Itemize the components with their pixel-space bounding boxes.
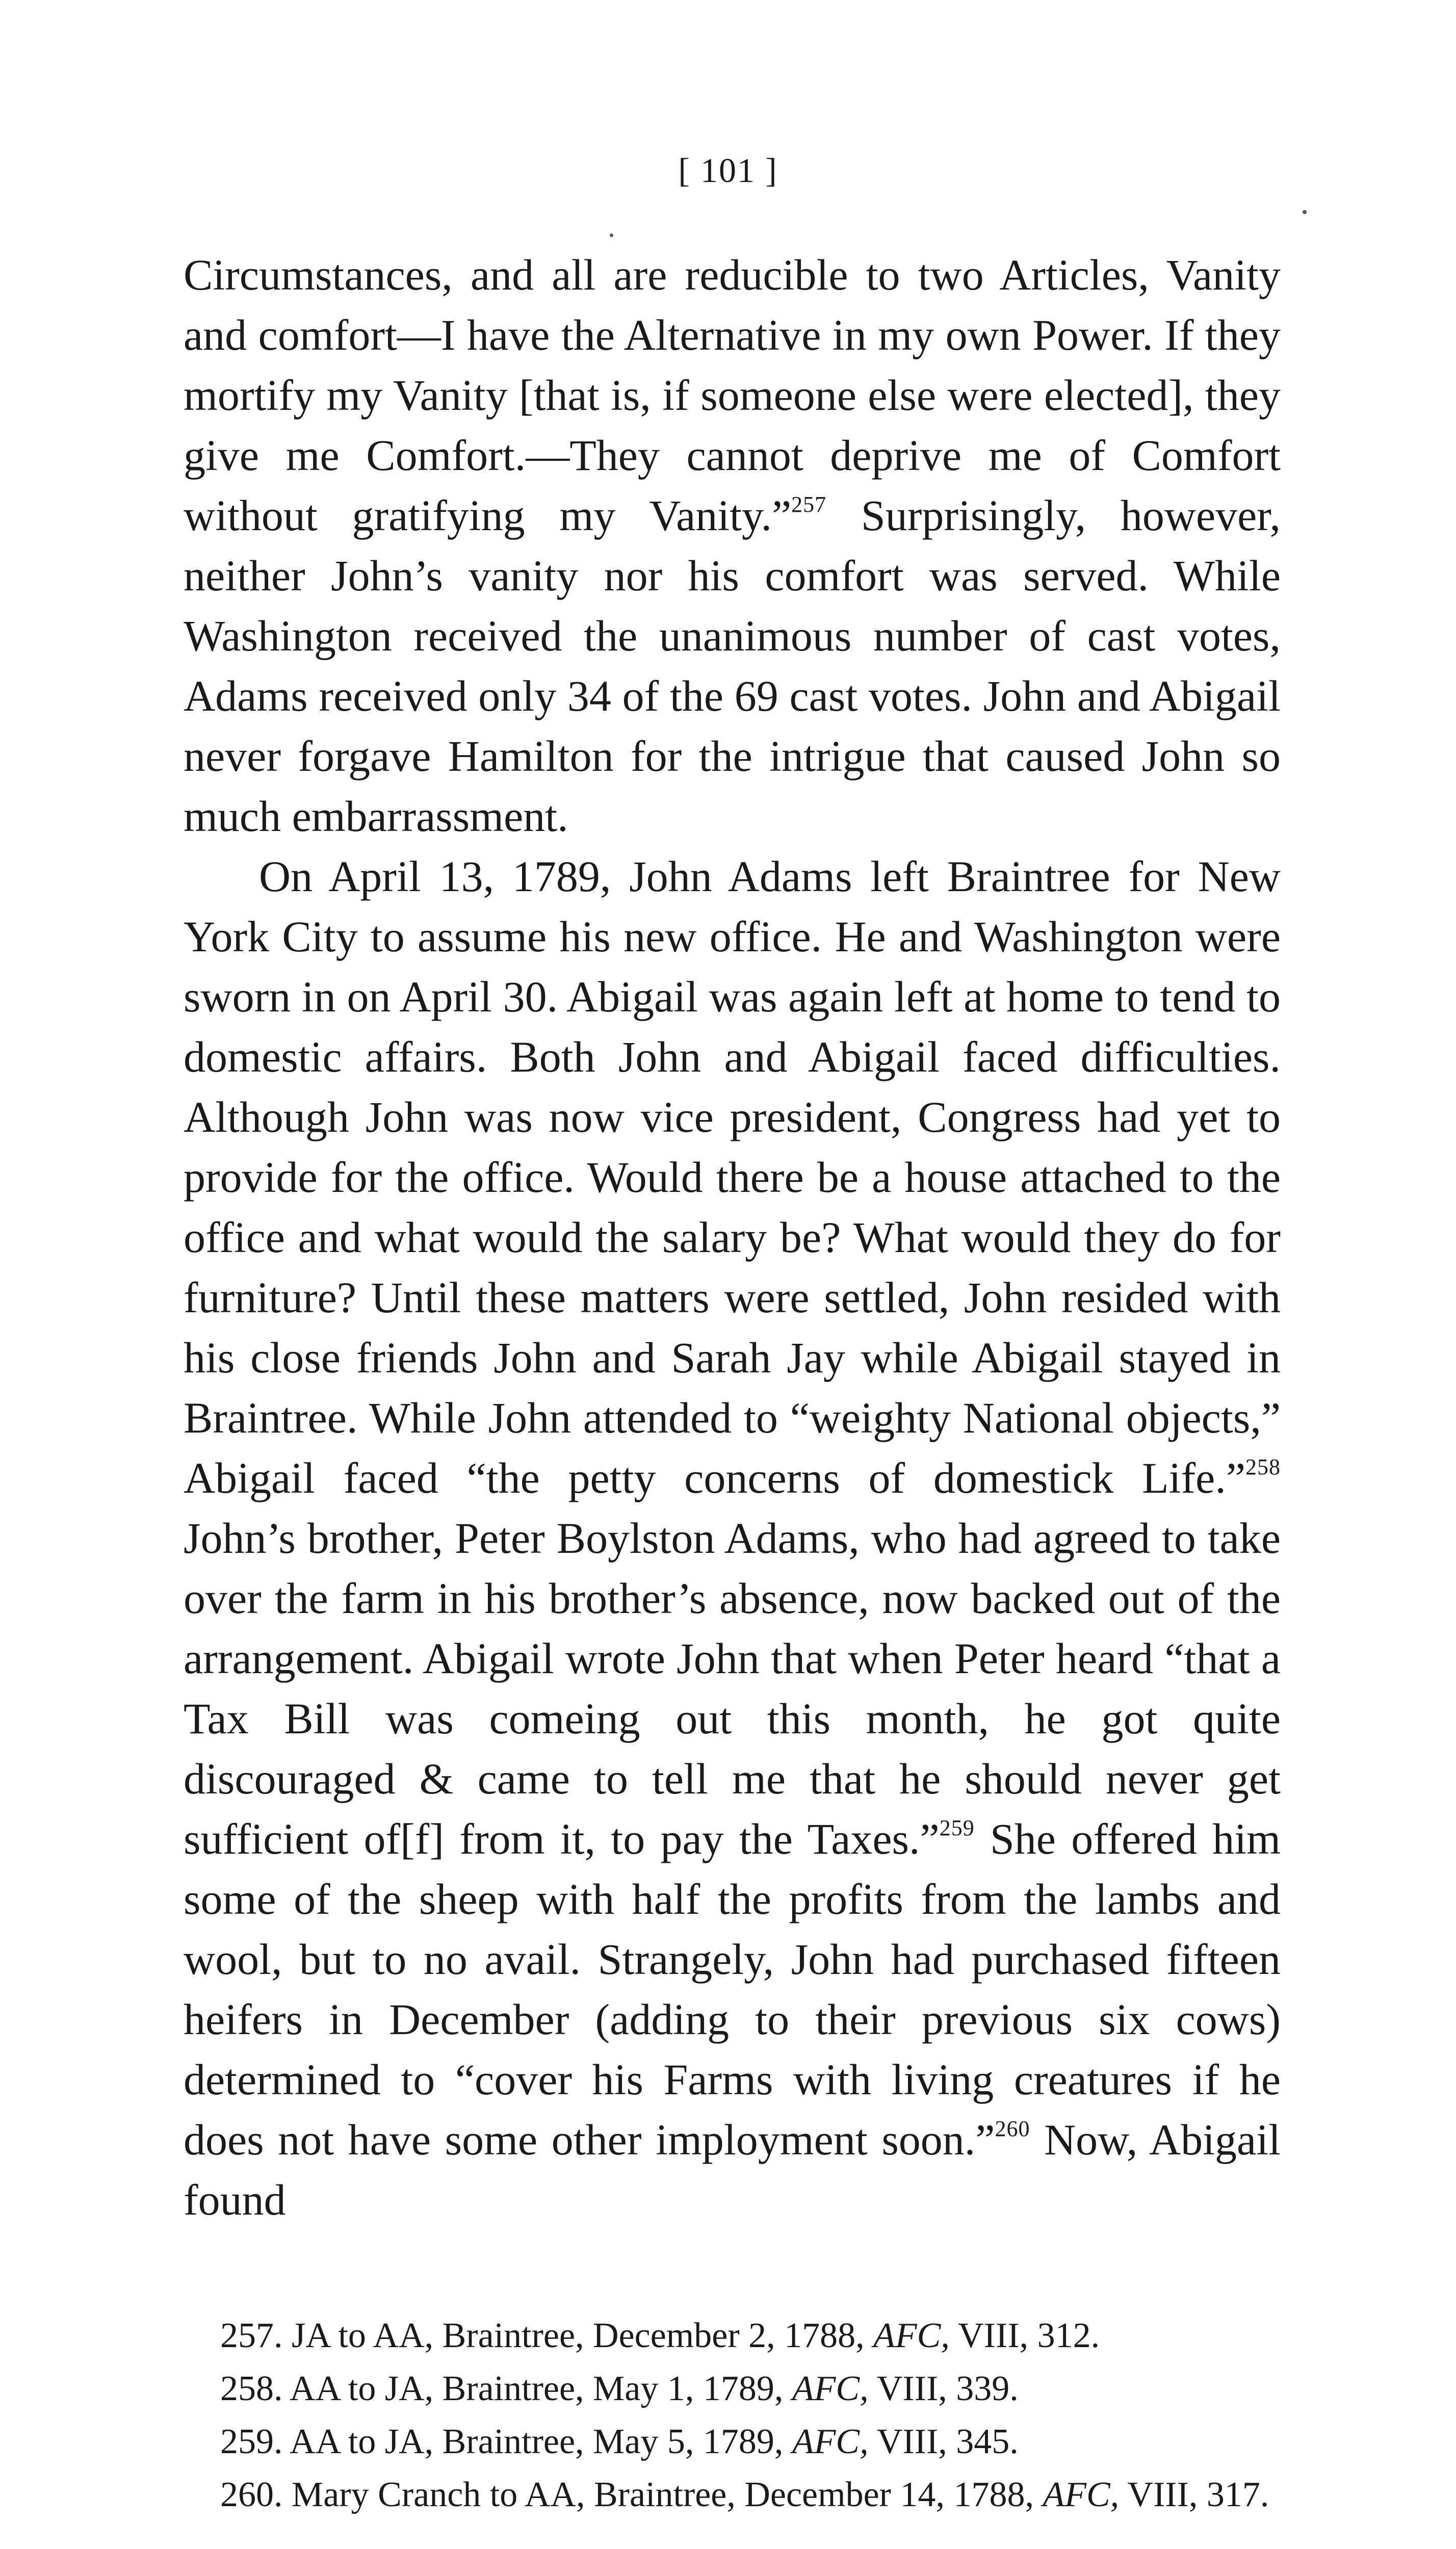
footnote-citation: 259. AA to JA, Braintree, May 5, 1789, <box>220 2422 792 2461</box>
scan-speck <box>610 233 613 237</box>
footnote-location: VIII, 345. <box>868 2422 1019 2461</box>
footnote-reference: 259 <box>939 1815 975 1840</box>
text-run: John’s brother, Peter Boylston Adams, who had agreed to take over the farm in his brother’s absence, now backed out of the arrangement. Abigail wrote John that when Peter heard “that a Tax Bill was comeing out this month, he got quite discouraged & came to tell me that he should never get sufficient of[f] from it, to pay the Taxes.” <box>184 1514 1281 1863</box>
text-run: She offered him some of the sheep with half the profits from the lambs and wool, but to no avail. Strangely, John had purchased fifteen heifers in December (adding to their previous six cows) determined to “cover his Farms with living creatures if he does not have some other imployment soon.” <box>184 1814 1281 2164</box>
text-run: Circumstances, and all are reducible to two Articles, Vanity and comfort—I have the Alternative in my own Power. If they mortify my Vanity [that is, if someone else were elected], they give me Comfort.—They cannot deprive me of Comfort without gratifying my Vanity.” <box>184 250 1281 540</box>
footnote-location: VIII, 317. <box>1119 2475 1269 2514</box>
footnote-reference: 257 <box>791 492 827 517</box>
footnote <box>184 2309 1281 2362</box>
footnote-source: AFC, <box>1043 2475 1120 2514</box>
body-text <box>184 245 1281 2230</box>
footnote-location: VIII, 312. <box>949 2316 1100 2355</box>
page-number: [ 101 ] <box>678 151 778 190</box>
footnotes <box>184 2309 1281 2521</box>
footnote <box>184 2362 1281 2415</box>
footnote-citation: 260. Mary Cranch to AA, Braintree, December 14, 1788, <box>220 2475 1043 2514</box>
footnote-source: AFC, <box>792 2422 869 2461</box>
footnote-citation: 257. JA to AA, Braintree, December 2, 1788, <box>220 2316 874 2355</box>
footnote-reference: 258 <box>1245 1454 1281 1479</box>
footnote-source: AFC, <box>792 2369 869 2408</box>
body-paragraph <box>184 245 1281 846</box>
text-run: Now, Abigail found <box>184 2115 1281 2224</box>
footnote-citation: 258. AA to JA, Braintree, May 1, 1789, <box>220 2369 792 2408</box>
footnote-source: AFC, <box>873 2316 950 2355</box>
body-paragraph <box>184 846 1281 2230</box>
scan-speck <box>1303 210 1307 214</box>
footnote-location: VIII, 339. <box>868 2369 1019 2408</box>
footnote-reference: 260 <box>995 2116 1030 2141</box>
footnote <box>184 2415 1281 2468</box>
footnote <box>184 2468 1281 2521</box>
text-run: Surprisingly, however, neither John’s vanity nor his comfort was served. While Washington received the unanimous number of cast votes, Adams received only 34 of the 69 cast votes. John and Abigail never forgave Hamilton for the intrigue that caused John so much embarrassment. <box>184 491 1281 841</box>
text-run: On April 13, 1789, John Adams left Braintree for New York City to assume his new office. He and Washington were sworn in on April 30. Abigail was again left at home to tend to domestic affairs. Both John and Abigail faced difficulties. Although John was now vice president, Congress had yet to provide for the office. Would there be a house attached to the office and what would the salary be? What would they do for furniture? Until these matters were settled, John resided with his close friends John and Sarah Jay while Abigail stayed in Braintree. While John attended to “weighty National objects,” Abigail faced “the petty concerns of domestick Life.” <box>184 852 1281 1502</box>
